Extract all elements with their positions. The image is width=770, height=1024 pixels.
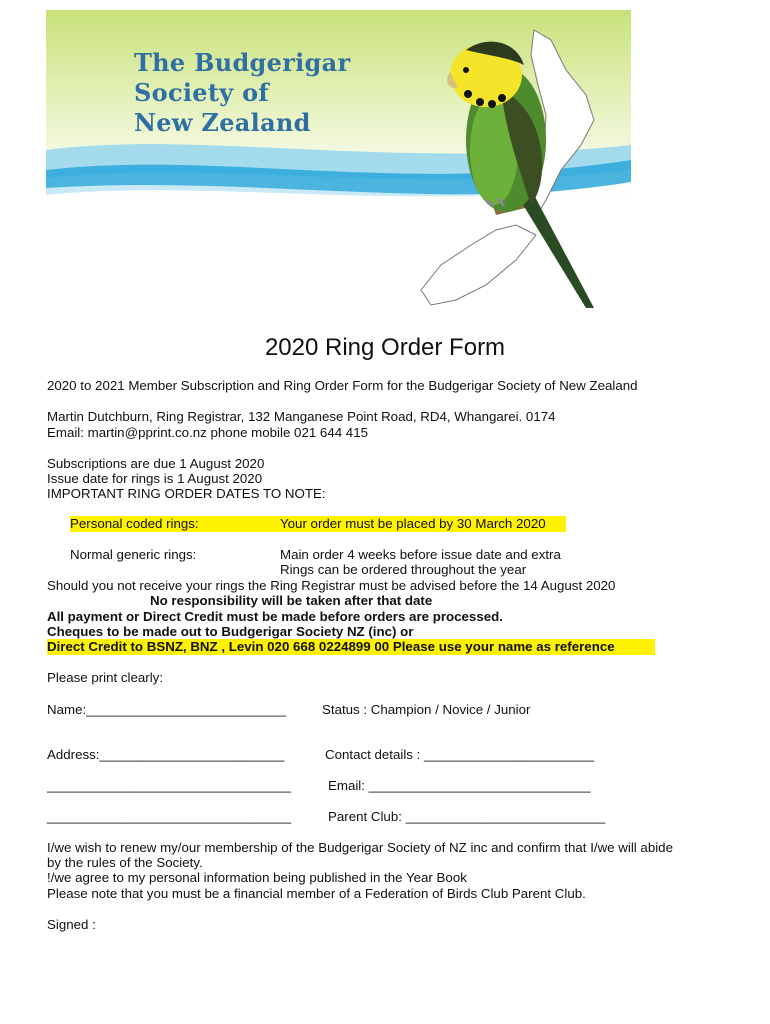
- form-title: 2020 Ring Order Form: [264, 334, 506, 361]
- personal-rings-row: [0, 516, 770, 532]
- address-field[interactable]: Address:_________________________: [47, 747, 285, 762]
- personal-rings-deadline: Your order must be placed by 30 March 2020: [280, 516, 566, 532]
- advise-registrar-text: Should you not receive your rings the Ring Registrar must be advised before the 14 August 2020: [47, 578, 616, 593]
- normal-rings-note: Rings can be ordered throughout the year: [280, 562, 527, 577]
- address-line-3-field[interactable]: _________________________________: [47, 809, 292, 824]
- organization-title-line: Society of: [134, 78, 270, 107]
- renewal-statement: I/we wish to renew my/our membership of the Budgerigar Society of NZ inc and confirm that I/we will abide: [47, 840, 673, 855]
- membership-note: Please note that you must be a financial member of a Federation of Birds Club Parent Club.: [47, 886, 586, 901]
- cheques-text: Cheques to be made out to Budgerigar Society NZ (inc) or: [47, 624, 414, 639]
- renewal-statement-cont: by the rules of the Society.: [47, 855, 203, 870]
- payment-text: All payment or Direct Credit must be made before orders are processed.: [47, 609, 503, 624]
- normal-rings-deadline: Main order 4 weeks before issue date and extra: [280, 547, 561, 562]
- header-banner: [46, 10, 631, 310]
- registrar-address: Martin Dutchburn, Ring Registrar, 132 Manganese Point Road, RD4, Whangarei. 0174: [47, 409, 556, 424]
- signature-field[interactable]: Signed :: [47, 917, 96, 932]
- organization-title-line: The Budgerigar: [134, 48, 351, 77]
- normal-rings-row: [0, 547, 770, 579]
- personal-rings-label: Personal coded rings:: [70, 516, 280, 532]
- organization-title-line: New Zealand: [134, 108, 311, 137]
- no-responsibility-text: No responsibility will be taken after that date: [150, 593, 433, 608]
- parent-club-field[interactable]: Parent Club: ___________________________: [328, 809, 606, 824]
- address-line-2-field[interactable]: _________________________________: [47, 778, 292, 793]
- important-dates-heading: IMPORTANT RING ORDER DATES TO NOTE:: [47, 486, 326, 501]
- contact-details-field[interactable]: Contact details : _______________________: [325, 747, 595, 762]
- registrar-contact: Email: martin@pprint.co.nz phone mobile 021 644 415: [47, 425, 368, 440]
- normal-rings-label: Normal generic rings:: [70, 547, 197, 562]
- email-field[interactable]: Email: ______________________________: [328, 778, 591, 793]
- subscriptions-due: Subscriptions are due 1 August 2020: [47, 456, 265, 471]
- direct-credit-text: Direct Credit to BSNZ, BNZ , Levin 020 668 0224899 00 Please use your name as reference: [47, 639, 655, 655]
- ring-issue-date: Issue date for rings is 1 August 2020: [47, 471, 263, 486]
- organization-title: [134, 48, 350, 138]
- name-field[interactable]: Name:___________________________: [47, 702, 286, 717]
- print-clearly-text: Please print clearly:: [47, 670, 164, 685]
- privacy-agreement: !/we agree to my personal information being published in the Year Book: [47, 870, 467, 885]
- status-field[interactable]: Status : Champion / Novice / Junior: [322, 702, 531, 717]
- intro-text: 2020 to 2021 Member Subscription and Ring Order Form for the Budgerigar Society of New Zealand: [47, 378, 638, 393]
